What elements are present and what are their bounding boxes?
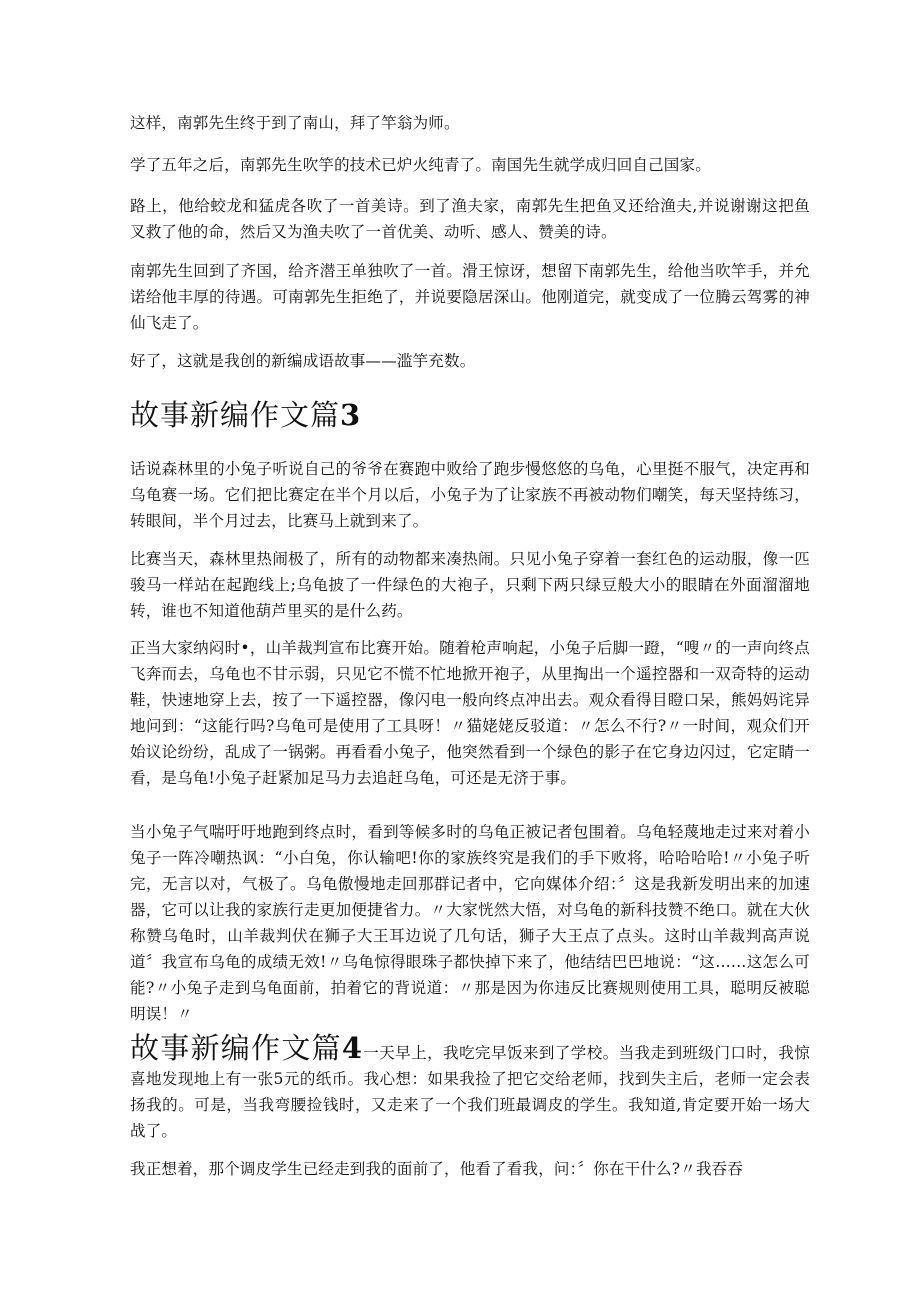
paragraph-6: 话说森林里的小兔子听说自己的爷爷在赛跑中败给了跑步慢悠悠的乌龟，心里挺不服气，决定再和乌龟赛一场。它们把比赛定在半个月以后，小兔子为了让家族不再被动物们嘲笑，每天坚持练习，转眼间，半个月过去，比赛马上就到来了。 bbox=[130, 460, 810, 530]
section-heading-4-text: 故事新编作文篇 bbox=[130, 1031, 342, 1065]
paragraph-8: 正当大家纳闷时•，山羊裁判宣布比赛开始。随着枪声响起，小兔子后脚一蹬，“嗖〃的一声向终点飞奔而去，乌龟也不甘示弱，只见它不慌不忙地掀开袍子，从里掏出一个遥控器和一双奇特的运动鞋，快速地穿上去，按了一下遥控器，像闪电一般向终点冲出去。观众看得目瞪口呆，熊妈妈诧异地问到：“这能行吗?乌龟可是使用了工具呀！〃猫姥姥反驳道：〃怎么不行?〃一时间，观众们开始议论纷纷，乱成了一锅粥。再看看小兔子，他突然看到一个绿色的影子在它身边闪过，它定睛一看，是乌龟!小兔子赶紧加足马力去追赶乌龟，可还是无济于事。 bbox=[130, 639, 810, 787]
paragraph-5: 好了，这就是我创的新编成语故事——滥竽充数。 bbox=[130, 352, 476, 370]
paragraph-1: 这样，南郭先生终于到了南山，拜了竿翁为师。 bbox=[130, 114, 460, 132]
section-heading-4 bbox=[130, 1031, 363, 1065]
paragraph-3: 路上，他给蛟龙和猛虎各吹了一首美诗。到了渔夫家，南郭先生把鱼叉还给渔夫,并说谢谢这把鱼叉救了他的命，然后又为渔夫吹了一首优美、动听、感人、赞美的诗。 bbox=[130, 197, 810, 241]
paragraph-7: 比赛当天，森林里热闹极了，所有的动物都来凑热闹。只见小兔子穿着一套红色的运动服，像一匹骏马一样站在起跑线上;乌龟披了一件绿色的大袍子，只剩下两只绿豆般大小的眼睛在外面溜溜地转，谁也不知道他葫芦里买的是什么药。 bbox=[130, 550, 810, 620]
paragraph-10 bbox=[130, 1031, 810, 1144]
paragraph-2: 学了五年之后，南郭先生吹竽的技术已炉火纯青了。南国先生就学成归回自己国家。 bbox=[130, 156, 711, 174]
paragraph-4: 南郭先生回到了齐国，给齐潜王单独吹了一首。滑王惊讶，想留下南郭先生，给他当吹竿手，并允诺给他丰厚的待遇。可南郭先生拒绝了，并说要隐居深山。他刚道完，就变成了一位腾云驾雾的神仙飞走了。 bbox=[130, 262, 810, 332]
paragraph-11: 我正想着，那个调皮学生已经走到我的面前了，他看了看我，问：〞你在干什么?〃我吞吞 bbox=[130, 1160, 744, 1178]
section-4-first-paragraph: 一天早上，我吃完早饭来到了学校。当我走到班级门口时，我惊喜地发现地上有一张5元的纸币。我心想：如果我捡了把它交给老师，找到失主后，老师一定会表扬我的。可是，当我弯腰捡钱时，又走来了一个我们班最调皮的学生。我知道,肯定要开始一场大战了。 bbox=[130, 1044, 810, 1140]
section-heading-3 bbox=[130, 397, 361, 433]
section-heading-3-text: 故事新编作文篇 bbox=[130, 398, 341, 432]
paragraph-9: 当小兔子气喘吁吁地跑到终点时，看到等候多时的乌龟正被记者包围着。乌龟轻蔑地走过来对着小兔子一阵冷嘲热讽：“小白兔，你认输吧!你的家族终究是我们的手下败将，哈哈哈哈!〃小兔子听完，无言以对，气极了。乌龟傲慢地走回那群记者中，它向媒体介绍：〞这是我新发明出来的加速器，它可以让我的家族行走更加便捷省力。〃大家恍然大悟，对乌龟的新科技赞不绝口。就在大伙称赞乌龟时，山羊裁判伏在狮子大王耳边说了几句话，狮子大王点了点头。这时山羊裁判高声说道〞我宣布乌龟的成绩无效!〃乌龟惊得眼珠子都快掉下来了，他结结巴巴地说：“这……这怎么可能?〃小兔子走到乌龟面前，拍着它的背说道：〃那是因为你违反比赛规则使用工具，聪明反被聪明误！〃 bbox=[130, 823, 810, 1023]
section-heading-3-number: 3 bbox=[340, 398, 362, 432]
section-heading-4-number: 4 bbox=[341, 1031, 364, 1065]
